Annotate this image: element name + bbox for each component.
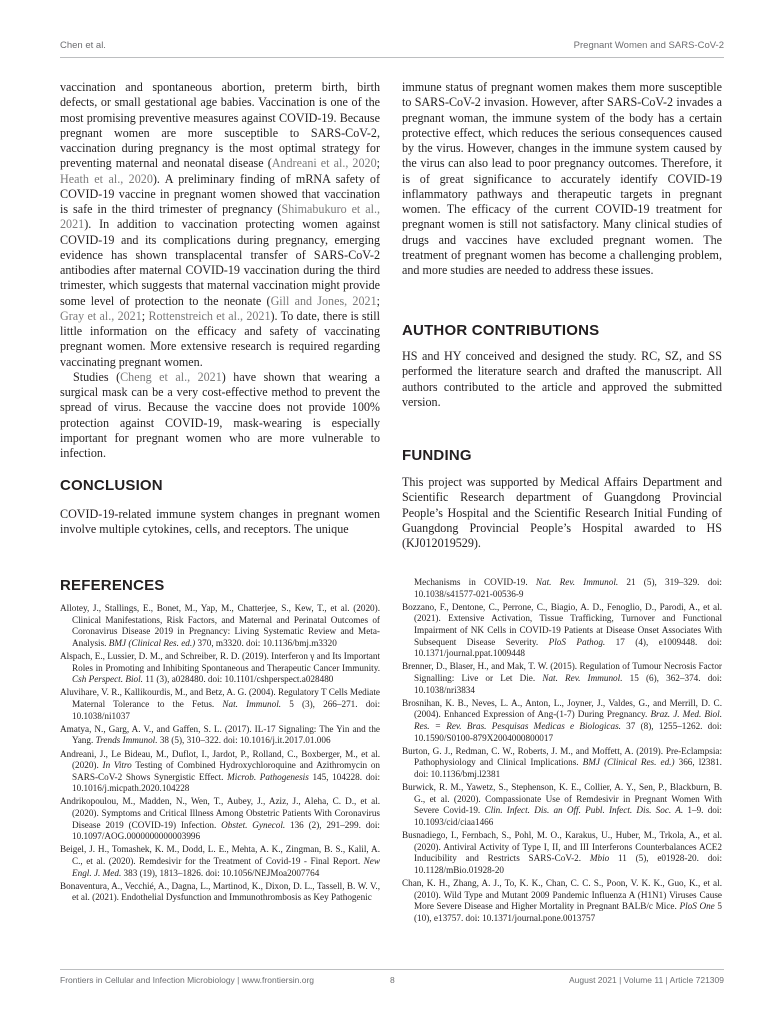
conclusion-heading: CONCLUSION (60, 477, 163, 494)
text-run: 11 (5), e01928-20. doi: 10.1128/mBio.01928-20 (414, 853, 722, 875)
text-run: Beigel, J. H., Tomashek, K. M., Dodd, L. E., Mehta, A. K., Zingman, B. S., Kalil, A. C., et al. (2020). Remdesivir for the Treatment of Covid-19 - Final Report. (60, 844, 380, 867)
author-contributions-body (402, 349, 722, 410)
text-run: 11 (3), a028480. doi: 10.1101/cshperspect.a028480 (142, 674, 334, 685)
text-run: Testing of Combined Hydroxychloroquine and Azithromycin on SARS-CoV-2 Shows Synergistic Effect. (72, 760, 381, 782)
text-run: 15 (6), 362–374. doi: 10.1038/nri3834 (414, 672, 722, 695)
funding-paragraph: This project was supported by Medical Affairs Department and Scientific Research department of Guangdong Provincial People’s Hospital and the Scientific Research Initial Funding of Guangdong Provincial People’s Hospital awarded to HS (KJ012019529). (402, 475, 722, 550)
references-section (60, 577, 380, 594)
reference-continuation (402, 577, 722, 600)
conclusion-body (60, 507, 380, 538)
references-heading: REFERENCES (60, 577, 165, 594)
journal-name: Nat. Rev. Immunol. (542, 672, 623, 683)
reference-item (402, 602, 722, 660)
text-run: 17 (4), e1009448. doi: 10.1371/journal.ppat.1009448 (414, 636, 722, 659)
text-run: Andreani, J., Le Bideau, M., Duflot, I., Jardot, P., Rolland, C., Boxberger, M., et al. (2020). (60, 748, 380, 771)
journal-name: Mbio (589, 853, 610, 864)
left-column (60, 80, 380, 461)
citation-link[interactable]: Gray et al., 2021 (60, 308, 142, 323)
journal-name: Microb. Pathogenesis (227, 771, 309, 782)
reference-item (402, 878, 722, 924)
citation-link[interactable]: Heath et al., 2020 (60, 171, 153, 186)
author-contributions-section (402, 322, 722, 339)
reference-item (402, 782, 722, 828)
funding-body (402, 475, 722, 551)
funding-section (402, 447, 722, 464)
journal-name: New Engl. J. Med. (72, 856, 380, 878)
author-contributions-paragraph: HS and HY conceived and designed the study. RC, SZ, and SS performed the literature search and drafted the manuscript. All authors contributed to the article and approved the submitted version. (402, 349, 722, 409)
running-header (60, 40, 724, 56)
text-run: Aluvihare, V. R., Kallikourdis, M., and Betz, A. G. (2004). Regulatory T Cells Mediate Maternal Tolerance to the Fetus. (60, 687, 380, 709)
text-run: Burton, G. J., Redman, C. W., Roberts, J. M., and Moffett, A. (2019). Pre-Eclampsia: Pathophysiology and Clinical Implications. (402, 745, 722, 768)
text-run: Alspach, E., Lussier, D. M., and Schreiber, R. D. (2019). Interferon γ and Its Important Roles in Promoting and Inhibiting Spontaneous and Therapeutic Cancer Immunity. (60, 650, 380, 673)
journal-name: PloS Pathog. (548, 636, 606, 647)
page-number: 8 (390, 975, 395, 985)
text-run: 5 (3), 266–271. doi: 10.1038/ni1037 (72, 698, 381, 721)
journal-name: BMJ (Clinical Res. ed.) (108, 637, 196, 648)
journal-name: Obstet. Gynecol. (221, 819, 286, 830)
text-run: 21 (5), 319–329. doi: 10.1038/s41577-021-00536-9 (414, 577, 722, 599)
reference-item (402, 830, 722, 876)
funding-heading: FUNDING (402, 447, 472, 464)
text-run: 136 (2), 291–299. doi: 10.1097/AOG.0000000000003996 (72, 819, 380, 842)
text-run: ). In addition to vaccination protecting women against COVID-19 and its complications during pregnancy, emerging evidence has shown transplacental transfer of SARS-CoV-2 antibodies after maternal COVID-19 vaccination during the third trimester, which suggests that maternal vaccination might provide some level of protection to the neonate ( (60, 217, 380, 308)
references-list-right (402, 577, 722, 926)
text-run: Bonaventura, A., Vecchié, A., Dagna, L., Martinod, K., Dixon, D. L., Tassell, B. W. V., et al. (2021). Endothelial Dysfunction and Immunothrombosis as Key Pathogenic (60, 880, 380, 903)
text-run: Brosnihan, K. B., Neves, L. A., Anton, L., Joyner, J., Valdes, G., and Merrill, D. C. (2004). Enhanced Expression of Ang-(1-7) During Pregnancy. (402, 697, 722, 720)
text-run: ; (141, 308, 149, 323)
right-column (402, 80, 722, 278)
journal-name: Braz. J. Med. Biol. Res. = Rev. Bras. Pesquisas Medicas e Biologicas. (414, 709, 722, 731)
header-short-title: Pregnant Women and SARS-CoV-2 (573, 40, 724, 51)
journal-name: Nat. Immunol. (222, 698, 282, 709)
citation-link[interactable]: Gill and Jones, 2021 (270, 293, 377, 308)
citation-link[interactable]: Rottenstreich et al., 2021 (148, 308, 271, 323)
text-run: Amatya, N., Garg, A. V., and Gaffen, S. L. (2017). IL-17 Signaling: The Yin and the Yang. (60, 723, 380, 746)
journal-name: Csh Perspect. Biol. (72, 674, 143, 685)
text-run: 5 (10), e13757. doi: 10.1371/journal.pone.0013757 (414, 901, 722, 923)
vaccination-paragraph (60, 80, 380, 370)
reference-item (60, 603, 380, 649)
text-run: Busnadiego, I., Fernbach, S., Pohl, M. O., Karakus, U., Huber, M., Trkola, A., et al. (2020). Antiviral Activity of Type I, II, and III Interferons Counterbalances ACE2 Inducibility and Restricts SARS-CoV-2. (402, 830, 722, 864)
references-items-right (402, 602, 722, 925)
citation-link[interactable]: Shimabukuro et al., 2021 (60, 202, 381, 232)
text-run: ; (376, 293, 380, 308)
text-run: 1–9. doi: 10.1093/cid/ciaa1466 (414, 805, 722, 827)
citation-link[interactable]: Cheng et al., 2021 (120, 369, 222, 384)
text-run: Studies ( (73, 369, 121, 384)
text-run: ; (376, 156, 380, 171)
footer-journal: Frontiers in Cellular and Infection Microbiology | www.frontiersin.org (60, 975, 315, 985)
reference-item (60, 749, 380, 795)
reference-item (60, 881, 380, 904)
journal-name: BMJ (Clinical Res. ed.) (582, 757, 675, 768)
text-run: 37 (8), 1255–1262. doi: 10.1590/S0100-879X2004000800017 (414, 720, 722, 743)
mask-paragraph (60, 370, 380, 462)
reference-item (402, 661, 722, 696)
text-run: ) have shown that wearing a surgical mask can be a very cost-effective method to prevent the spread of virus. Because the vaccine does not provide 100% protection against COVID-19, mask-wearing is especially important for pregnant women who are more vulnerable to infection. (60, 369, 380, 460)
text-run: 38 (5), 310–322. doi: 10.1016/j.it.2017.01.006 (157, 735, 331, 746)
footer-issue: August 2021 | Volume 11 | Article 721309 (568, 975, 724, 985)
text-run: Bozzano, F., Dentone, C., Perrone, C., Biagio, A. D., Fenoglio, D., Parodi, A., et al. (2021). Extensive Activation, Tissue Trafficking, Turnover and Functional Impairment of NK Cells in COVID-19 Patients at Disease Onset Associates With Subsequent Disease Severity. (402, 601, 722, 647)
journal-name: Clin. Infect. Dis. an Off. Publ. Infect. Dis. Soc. A. (484, 805, 684, 816)
reference-item (60, 651, 380, 686)
text-run: Brenner, D., Blaser, H., and Mak, T. W. (2015). Regulation of Tumour Necrosis Factor Signalling: Live or Let Die. (402, 661, 722, 683)
journal-name: PloS One (679, 901, 715, 912)
text-run: Mechanisms in COVID-19. (414, 577, 536, 587)
conclusion-paragraph: COVID-19-related immune system changes in pregnant women involve multiple cytokines, cells, and receptors. The unique (60, 507, 380, 537)
reference-item (60, 724, 380, 747)
author-contributions-heading: AUTHOR CONTRIBUTIONS (402, 322, 600, 339)
conclusion-continued-paragraph: immune status of pregnant women makes them more susceptible to SARS-CoV-2 invasion. However, after SARS-CoV-2 invades a pregnant woman, the immune system of the body has a certain protective effect, which reduces the serious consequences caused by the virus. However, changes in the immune system caused by the virus can also lead to poor pregnancy outcomes. Therefore, it is of great significance to accurately identify COVID-19 inflammatory pathways and therapeutic targets in pregnant women. The efficacy of the current COVID-19 treatment for pregnant women is still not satisfactory. Many clinical studies of drugs and vaccines have excluded pregnant women. The treatment of pregnant women has become a challenging problem, and more studies are needed to address these issues. (402, 80, 722, 277)
conclusion-section (60, 477, 380, 494)
text-run: 145, 104228. doi: 10.1016/j.micpath.2020.104228 (72, 771, 380, 794)
journal-name: In Vitro (102, 760, 132, 771)
text-run: Chan, K. H., Zhang, A. J., To, K. K., Chan, C. C. S., Poon, V. K. K., Guo, K., et al. (2010). Wild Type and Mutant 2009 Pandemic Influenza A (H1N1) Viruses Cause More Severe Disease and Higher Mortality in Pregnant BALB/c Mice. (402, 878, 722, 912)
text-run: Allotey, J., Stallings, E., Bonet, M., Yap, M., Chatterjee, S., Kew, T., et al. (2020). Clinical Manifestations, Risk Factors, and Maternal and Perinatal Outcomes of Coronavirus Disease 2019 in Pregnancy: Living Systematic Review and Meta-Analysis. (60, 603, 380, 648)
text-run: 370, m3320. doi: 10.1136/bmj.m3320 (195, 637, 337, 648)
footer-rule (60, 969, 724, 970)
text-run: 383 (19), 1813–1826. doi: 10.1056/NEJMoa2007764 (121, 867, 320, 878)
citation-link[interactable]: Andreani et al., 2020 (271, 156, 377, 171)
text-run: vaccination and spontaneous abortion, preterm birth, birth defects, or small gestational age babies. Vaccination is one of the most promising preventive measures against COVID-19. Because pregnant women are more susceptible to SARS-CoV-2, vaccination during pregnancy is the most optimal strategy for preventing maternal and neonatal disease ( (60, 80, 380, 171)
header-authors: Chen et al. (60, 40, 106, 51)
journal-name: Nat. Rev. Immunol. (535, 577, 619, 587)
reference-item (60, 687, 380, 722)
reference-item (60, 844, 380, 879)
reference-item (402, 746, 722, 781)
journal-name: Trends Immunol. (95, 735, 158, 746)
text-run: Andrikopoulou, M., Madden, N., Wen, T., Aubey, J., Aziz, J., Aleha, C. D., et al. (2020). Symptoms and Critical Illness Among Obstetric Patients With Coronavirus Disease 2019 (COVID-19) Infection. (60, 796, 380, 830)
reference-item (402, 698, 722, 744)
text-run: 366, l2381. doi: 10.1136/bmj.l2381 (414, 757, 722, 779)
text-run: ). A preliminary finding of mRNA safety of COVID-19 vaccine in pregnant women showed that vaccination is safe in the third trimester of pregnancy ( (60, 171, 381, 216)
text-run: Burwick, R. M., Yawetz, S., Stephenson, K. E., Collier, A. Y., Sen, P., Blackburn, B. G., et al. (2020). Compassionate Use of Remdesivir in Pregnant Women With Severe Covid-19. (402, 782, 722, 816)
references-list-left (60, 603, 380, 906)
header-rule (60, 57, 724, 58)
text-run: ). To date, there is still little information on the efficacy and safety of vaccinating pregnant women. More extensive research is required regarding vaccinating pregnant women. (60, 308, 381, 369)
page-footer (60, 975, 724, 989)
reference-item (60, 796, 380, 842)
